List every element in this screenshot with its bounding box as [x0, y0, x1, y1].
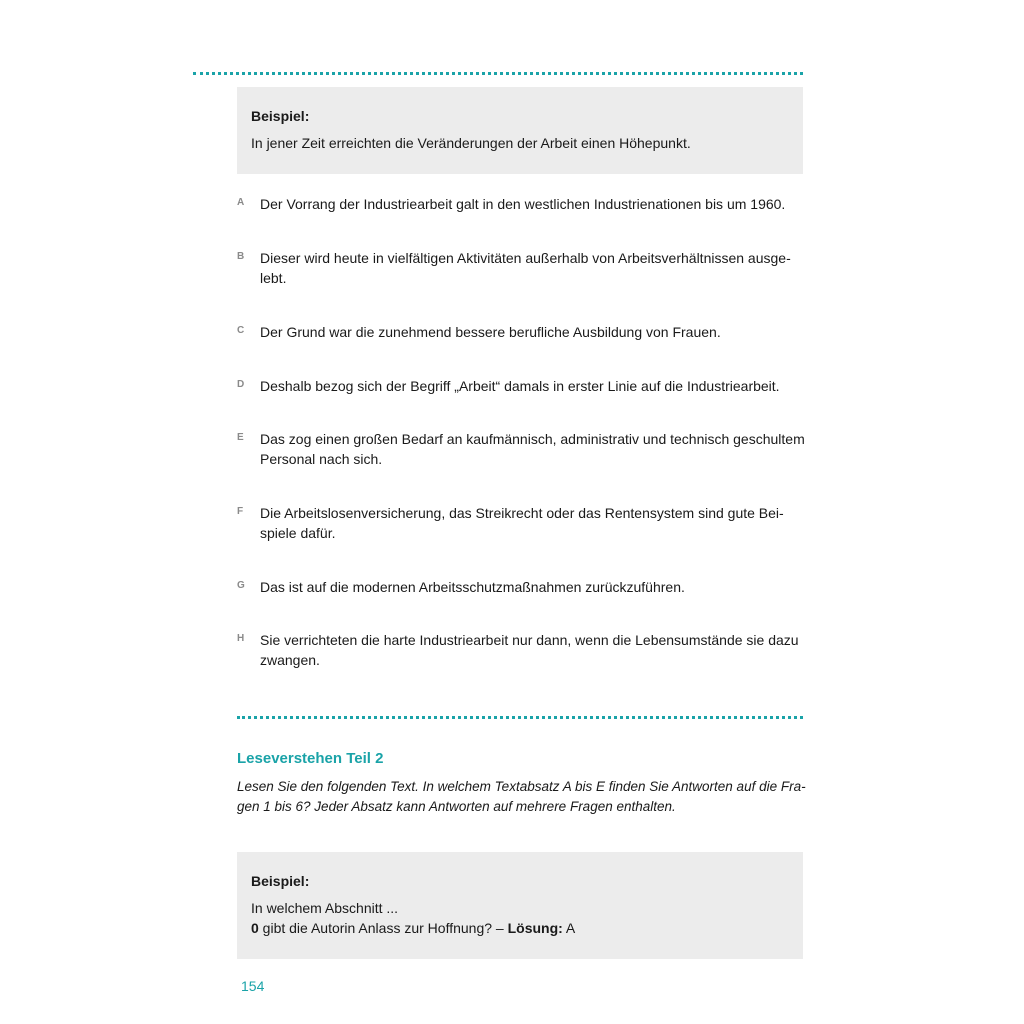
- item-letter: E: [237, 432, 244, 443]
- item-letter: D: [237, 379, 245, 390]
- solution-value: A: [562, 920, 576, 936]
- page-number: 154: [241, 978, 265, 994]
- top-dotted-separator: [193, 72, 803, 75]
- example-box-1: [237, 87, 803, 174]
- example-box-2: [237, 852, 803, 959]
- item-text: Das zog einen großen Bedarf an kaufmännisch, administrativ und technisch geschultem: [260, 431, 805, 447]
- item-letter: A: [237, 197, 245, 208]
- item-text: Deshalb bezog sich der Begriff „Arbeit“ damals in erster Linie auf die Industriearbeit.: [260, 378, 780, 394]
- item-text: Der Grund war die zunehmend bessere berufliche Ausbildung von Frauen.: [260, 324, 721, 340]
- item-text: lebt.: [260, 270, 287, 286]
- section-instructions: [237, 777, 807, 817]
- example-question-text: gibt die Autorin Anlass zur Hoffnung? –: [258, 920, 508, 936]
- example-text: In jener Zeit erreichten die Veränderungen der Arbeit einen Höhepunkt.: [251, 135, 691, 151]
- instruction-line: Lesen Sie den folgenden Text. In welchem Textabsatz A bis E finden Sie Antworten auf die Fra-: [237, 779, 806, 794]
- item-letter: H: [237, 633, 245, 644]
- item-letter: F: [237, 506, 244, 517]
- example-label: Beispiel:: [251, 108, 310, 124]
- section-heading: Leseverstehen Teil 2: [237, 750, 384, 767]
- item-text: Der Vorrang der Industriearbeit galt in den westlichen Industrienationen bis um 1960.: [260, 196, 786, 212]
- item-text: spiele dafür.: [260, 525, 336, 541]
- item-text: Die Arbeitslosenversicherung, das Streikrecht oder das Rentensystem sind gute Bei-: [260, 505, 784, 521]
- example-label: Beispiel:: [251, 873, 310, 889]
- instruction-line: gen 1 bis 6? Jeder Absatz kann Antworten auf mehrere Fragen enthalten.: [237, 799, 676, 814]
- solution-label: Lösung:: [507, 920, 563, 936]
- section-dotted-separator: [237, 716, 803, 719]
- example-question: [251, 920, 575, 936]
- item-text: Personal nach sich.: [260, 451, 383, 467]
- item-letter: G: [237, 580, 245, 591]
- item-text: Das ist auf die modernen Arbeitsschutzmaßnahmen zurückzuführen.: [260, 579, 685, 595]
- item-letter: C: [237, 325, 245, 336]
- item-text: zwangen.: [260, 652, 320, 668]
- item-text: Sie verrichteten die harte Industriearbeit nur dann, wenn die Lebensumstände sie dazu: [260, 632, 799, 648]
- example-question-intro: In welchem Abschnitt ...: [251, 900, 399, 916]
- item-letter: B: [237, 251, 245, 262]
- item-text: Dieser wird heute in vielfältigen Aktivitäten außerhalb von Arbeitsverhältnissen ausge-: [260, 250, 791, 266]
- example-question-number: 0: [251, 920, 259, 936]
